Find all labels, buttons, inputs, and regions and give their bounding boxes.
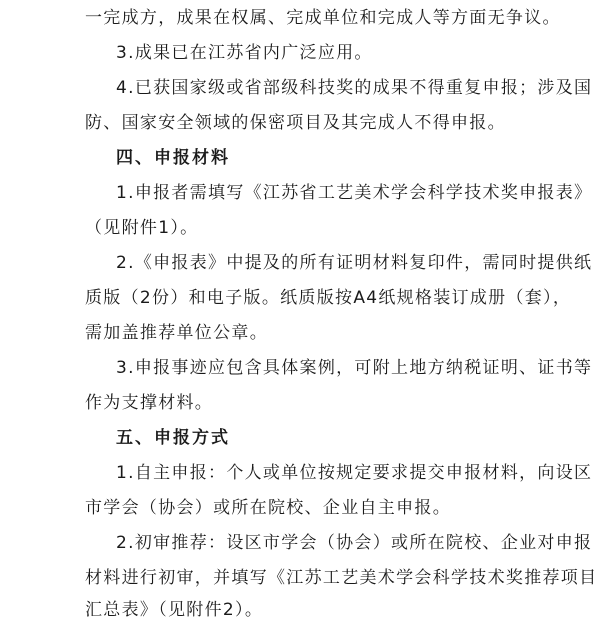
paragraph-line: 汇总表》（见附件2）。 (85, 600, 264, 620)
section-heading: 五、申报方式 (116, 428, 230, 448)
paragraph-line: 2.初审推荐：设区市学会（协会）或所在院校、企业对申报 (116, 533, 593, 553)
paragraph-line: 材料进行初审，并填写《江苏工艺美术学会科学技术奖推荐项目 (85, 568, 598, 588)
paragraph-line: 市学会（协会）或所在院校、企业自主申报。 (85, 498, 451, 518)
paragraph-line: （见附件1）。 (85, 218, 199, 238)
paragraph-line: 4.已获国家级或省部级科技奖的成果不得重复申报；涉及国 (116, 78, 593, 98)
paragraph-line: 质版（2份）和电子版。纸质版按A4纸规格装订成册（套）， (85, 288, 572, 308)
paragraph-line: 3.成果已在江苏省内广泛应用。 (116, 43, 373, 63)
paragraph-line: 需加盖推荐单位公章。 (85, 323, 268, 343)
paragraph-line: 防、国家安全领域的保密项目及其完成人不得申报。 (85, 113, 506, 133)
paragraph-line: 3.申报事迹应包含具体案例，可附上地方纳税证明、证书等 (116, 358, 593, 378)
section-heading: 四、申报材料 (116, 148, 230, 168)
paragraph-line: 作为支撑材料。 (85, 393, 214, 413)
paragraph-line: 1.自主申报：个人或单位按规定要求提交申报材料，向设区 (116, 463, 593, 483)
paragraph-line: 一完成方，成果在权属、完成单位和完成人等方面无争议。 (85, 8, 561, 28)
paragraph-line: 2.《申报表》中提及的所有证明材料复印件，需同时提供纸 (116, 253, 593, 273)
paragraph-line: 1.申报者需填写《江苏省工艺美术学会科学技术奖申报表》 (116, 183, 593, 203)
